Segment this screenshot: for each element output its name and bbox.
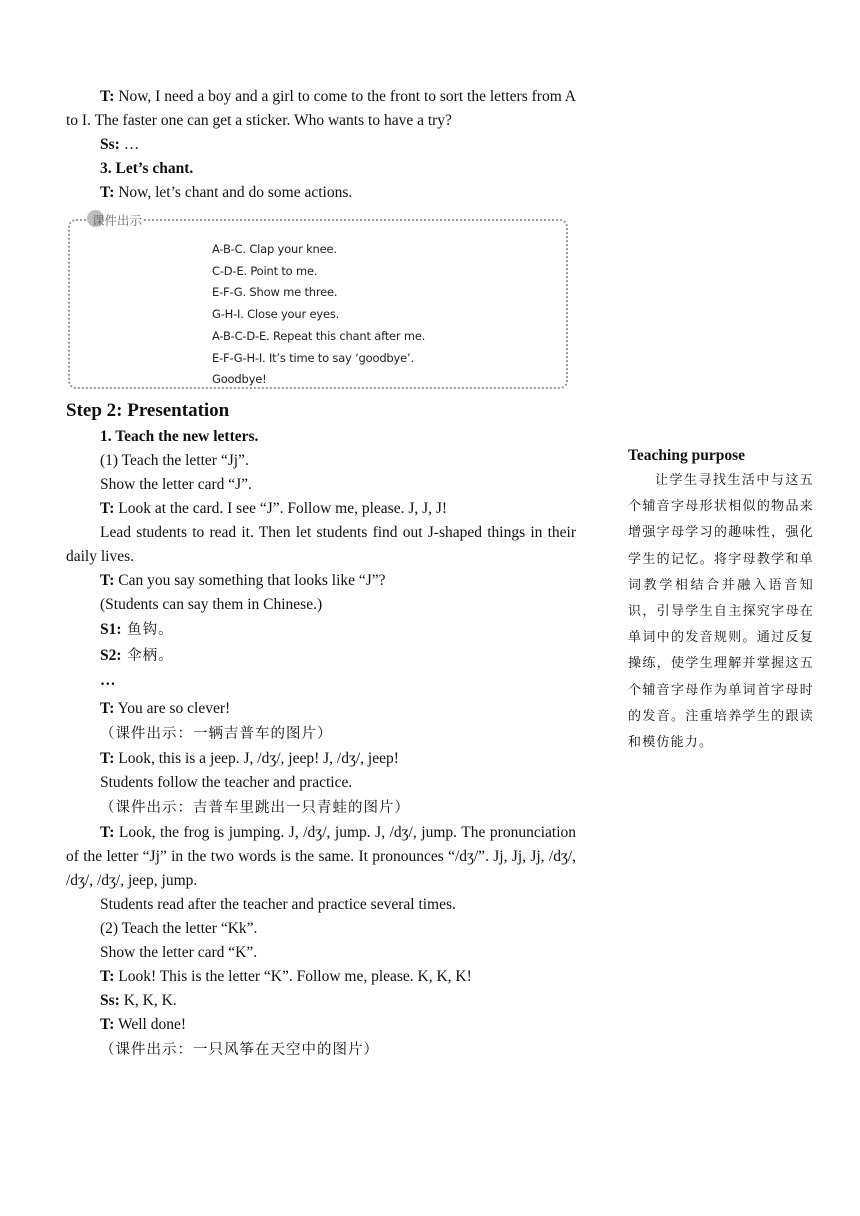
teacher-line [66, 181, 576, 205]
teacher-line [66, 569, 576, 593]
text-line: (1) Teach the letter “Jj”. [100, 452, 249, 469]
teacher-line [66, 697, 576, 721]
step-heading: Step 2: Presentation [66, 400, 230, 421]
courseware-tag-label: 课件出示 [92, 213, 143, 228]
speaker-label: S1: [100, 621, 122, 638]
text-line: Students read after the teacher and practice several times. [100, 896, 456, 913]
speaker-label: T: [100, 700, 115, 717]
teaching-purpose-sidebar [628, 444, 814, 756]
sidebar-text: 让学生寻找生活中与这五个辅音字母形状相似的物品来增强字母学习的趣味性，强化学生的记忆。将字母教学和单词教学相结合并融入语音知识，引导学生自主探究字母在单词中的发音规则。通过反复操练，使学生理解并掌握这五个辅音字母作为单词首字母时的发音。注重培养学生的跟读和模仿能力。 [628, 473, 814, 751]
text-line: Show the letter card “J”. [100, 476, 252, 493]
speaker-label: T: [100, 824, 115, 841]
sidebar-title: Teaching purpose [628, 447, 745, 464]
speaker-label: T: [100, 1016, 115, 1033]
speaker-label: T: [100, 500, 115, 517]
teacher-line [66, 747, 576, 771]
speaker-label: T: [100, 572, 115, 589]
line-text: Look at the card. I see “J”. Follow me, please. J, J, J! [114, 500, 448, 517]
teacher-line [66, 965, 576, 989]
line-text: 伞柄。 [121, 648, 174, 664]
line-text: Look, this is a jeep. J, /dʒ/, jeep! J, /dʒ/, jeep! [114, 750, 399, 767]
chant-line: E-F-G. Show me three. [212, 285, 338, 300]
speaker-label: T: [100, 88, 115, 105]
teacher-line [66, 821, 576, 893]
lesson-body [66, 85, 576, 1063]
chant-list [212, 239, 425, 391]
students-line [66, 133, 576, 157]
chant-line: G-H-I. Close your eyes. [212, 307, 340, 322]
chant-line: A-B-C-D-E. Repeat this chant after me. [212, 328, 426, 343]
speaker-label: T: [100, 750, 115, 767]
line-text: Well done! [114, 1016, 187, 1033]
courseware-note: （课件出示：吉普车里跳出一只青蛙的图片） [100, 800, 410, 816]
courseware-tag [90, 211, 144, 229]
speaker-label: T: [100, 184, 115, 201]
chant-line: A-B-C. Clap your knee. [212, 242, 337, 256]
line-text: Can you say something that looks like “J”? [114, 572, 386, 589]
student-line [66, 617, 576, 643]
speaker-label: S2: [100, 647, 122, 664]
teacher-line [66, 1013, 576, 1037]
text-line: Show the letter card “K”. [100, 944, 258, 961]
ellipsis-line: … [100, 672, 116, 689]
chant-heading: 3. Let’s chant. [100, 160, 194, 177]
speaker-label: Ss: [100, 992, 120, 1009]
section-heading: 1. Teach the new letters. [100, 428, 259, 445]
speaker-label: T: [100, 968, 115, 985]
line-text: K, K, K. [119, 992, 177, 1009]
text-line: Lead students to read it. Then let students find out J-shaped things in their daily lives. [66, 524, 576, 565]
line-text: Now, I need a boy and a girl to come to the front to sort the letters from A to I. The faster one can get a sticker. Who wants to have a try? [66, 88, 576, 129]
line-text: … [119, 136, 140, 153]
teacher-line [66, 85, 576, 133]
line-text: Look! This is the letter “K”. Follow me, please. K, K, K! [114, 968, 472, 985]
teacher-line [66, 497, 576, 521]
student-line [66, 643, 576, 669]
speaker-label: Ss: [100, 136, 120, 153]
chant-line: E-F-G-H-I. It’s time to say ‘goodbye’. [212, 350, 414, 365]
courseware-chant-box [68, 213, 568, 389]
text-line: Students follow the teacher and practice. [100, 774, 353, 791]
line-text: Look, the frog is jumping. J, /dʒ/, jump. J, /dʒ/, jump. The pronunciation of the letter “Jj” in the two words is the same. It pronounces “/dʒ/”. Jj, Jj, Jj, /dʒ/, /dʒ/, /dʒ/, jeep, jump. [66, 824, 576, 889]
line-text: You are so clever! [114, 700, 231, 717]
chant-line: Goodbye! [212, 372, 267, 387]
text-line: (2) Teach the letter “Kk”. [100, 920, 258, 937]
courseware-note: （课件出示：一辆吉普车的图片） [100, 726, 333, 742]
courseware-note: （课件出示：一只风筝在天空中的图片） [100, 1042, 379, 1058]
line-text: 鱼钩。 [121, 622, 174, 638]
text-line: (Students can say them in Chinese.) [100, 596, 323, 613]
students-line [66, 989, 576, 1013]
chant-line: C-D-E. Point to me. [212, 263, 318, 278]
line-text: Now, let’s chant and do some actions. [114, 184, 353, 201]
